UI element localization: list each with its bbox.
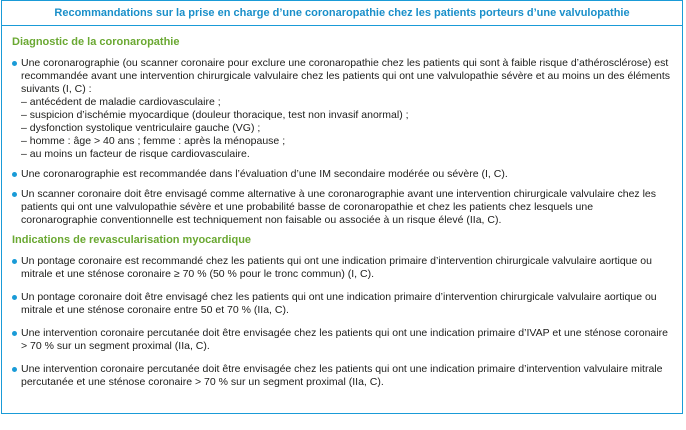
list-item bbox=[12, 255, 672, 281]
section-title-revascularisation: Indications de revascularisation myocardique bbox=[12, 234, 252, 246]
item-text: Une coronarographie est recommandée dans l’évaluation d’une IM secondaire modérée ou sévère (I, C). bbox=[21, 168, 508, 180]
list-item bbox=[12, 188, 672, 227]
bullet-icon bbox=[12, 259, 17, 264]
list-item bbox=[12, 291, 672, 317]
list-item bbox=[12, 57, 672, 161]
box-content bbox=[2, 26, 682, 389]
section-title-diagnostic: Diagnostic de la coronaropathie bbox=[12, 36, 180, 48]
item-text: Une coronarographie (ou scanner coronaire pour exclure une coronaropathie chez les patients qui sont à faible risque d’athérosclérose) est recommandée avant une intervention chirurgicale valvulaire chez les patients qui ont une valvulopathie sévère et au moins un des éléments suivants (I, C) : bbox=[21, 57, 671, 95]
sub-item: – suspicion d’ischémie myocardique (douleur thoracique, test non invasif anormal) ; bbox=[21, 109, 409, 121]
list-item bbox=[12, 327, 672, 353]
list-item bbox=[12, 168, 672, 181]
bullet-icon bbox=[12, 172, 17, 177]
box-header bbox=[2, 1, 682, 26]
bullet-icon bbox=[12, 367, 17, 372]
item-text: Un pontage coronaire doit être envisagé chez les patients qui ont une indication primaire d’intervention chirurgicale valvulaire aortique ou mitrale et une sténose coronaire entre 50 et 70 % (IIa, C). bbox=[21, 291, 657, 316]
bullet-icon bbox=[12, 295, 17, 300]
sub-item: – homme : âge > 40 ans ; femme : après la ménopause ; bbox=[21, 135, 286, 147]
bullet-icon bbox=[12, 192, 17, 197]
sub-item: – antécédent de maladie cardiovasculaire ; bbox=[21, 96, 221, 108]
item-text: Un pontage coronaire est recommandé chez les patients qui ont une indication primaire d’intervention chirurgicale valvulaire aortique ou mitrale et une sténose coronaire ≥ 70 % (50 % pour le tronc commun) (I, C). bbox=[21, 255, 652, 280]
sub-item: – dysfonction systolique ventriculaire gauche (VG) ; bbox=[21, 122, 261, 134]
item-text: Une intervention coronaire percutanée doit être envisagée chez les patients qui ont une indication primaire d’intervention valvulaire mitrale percutanée et une sténose coronaire > 70 % sur un segment proximal (IIa, C). bbox=[21, 363, 663, 388]
list-item bbox=[12, 363, 672, 389]
bullet-icon bbox=[12, 331, 17, 336]
recommendations-box bbox=[1, 0, 683, 414]
box-title: Recommandations sur la prise en charge d’une coronaropathie chez les patients porteurs d’une valvulopathie bbox=[54, 7, 630, 19]
sub-item: – au moins un facteur de risque cardiovasculaire. bbox=[21, 148, 250, 160]
item-text: Un scanner coronaire doit être envisagé comme alternative à une coronarographie avant une intervention chirurgicale valvulaire chez les patients qui ont une valvulopathie sévère et une probabilité basse de coronaropathie et chez les patients chez lesquels une coronarographie conventionnelle est techniquement non faisable ou associée à un risque élevé (IIa, C). bbox=[21, 188, 657, 226]
bullet-icon bbox=[12, 61, 17, 66]
item-text: Une intervention coronaire percutanée doit être envisagée chez les patients qui ont une indication primaire d’IVAP et une sténose coronaire > 70 % sur un segment proximal (IIa, C). bbox=[21, 327, 668, 352]
